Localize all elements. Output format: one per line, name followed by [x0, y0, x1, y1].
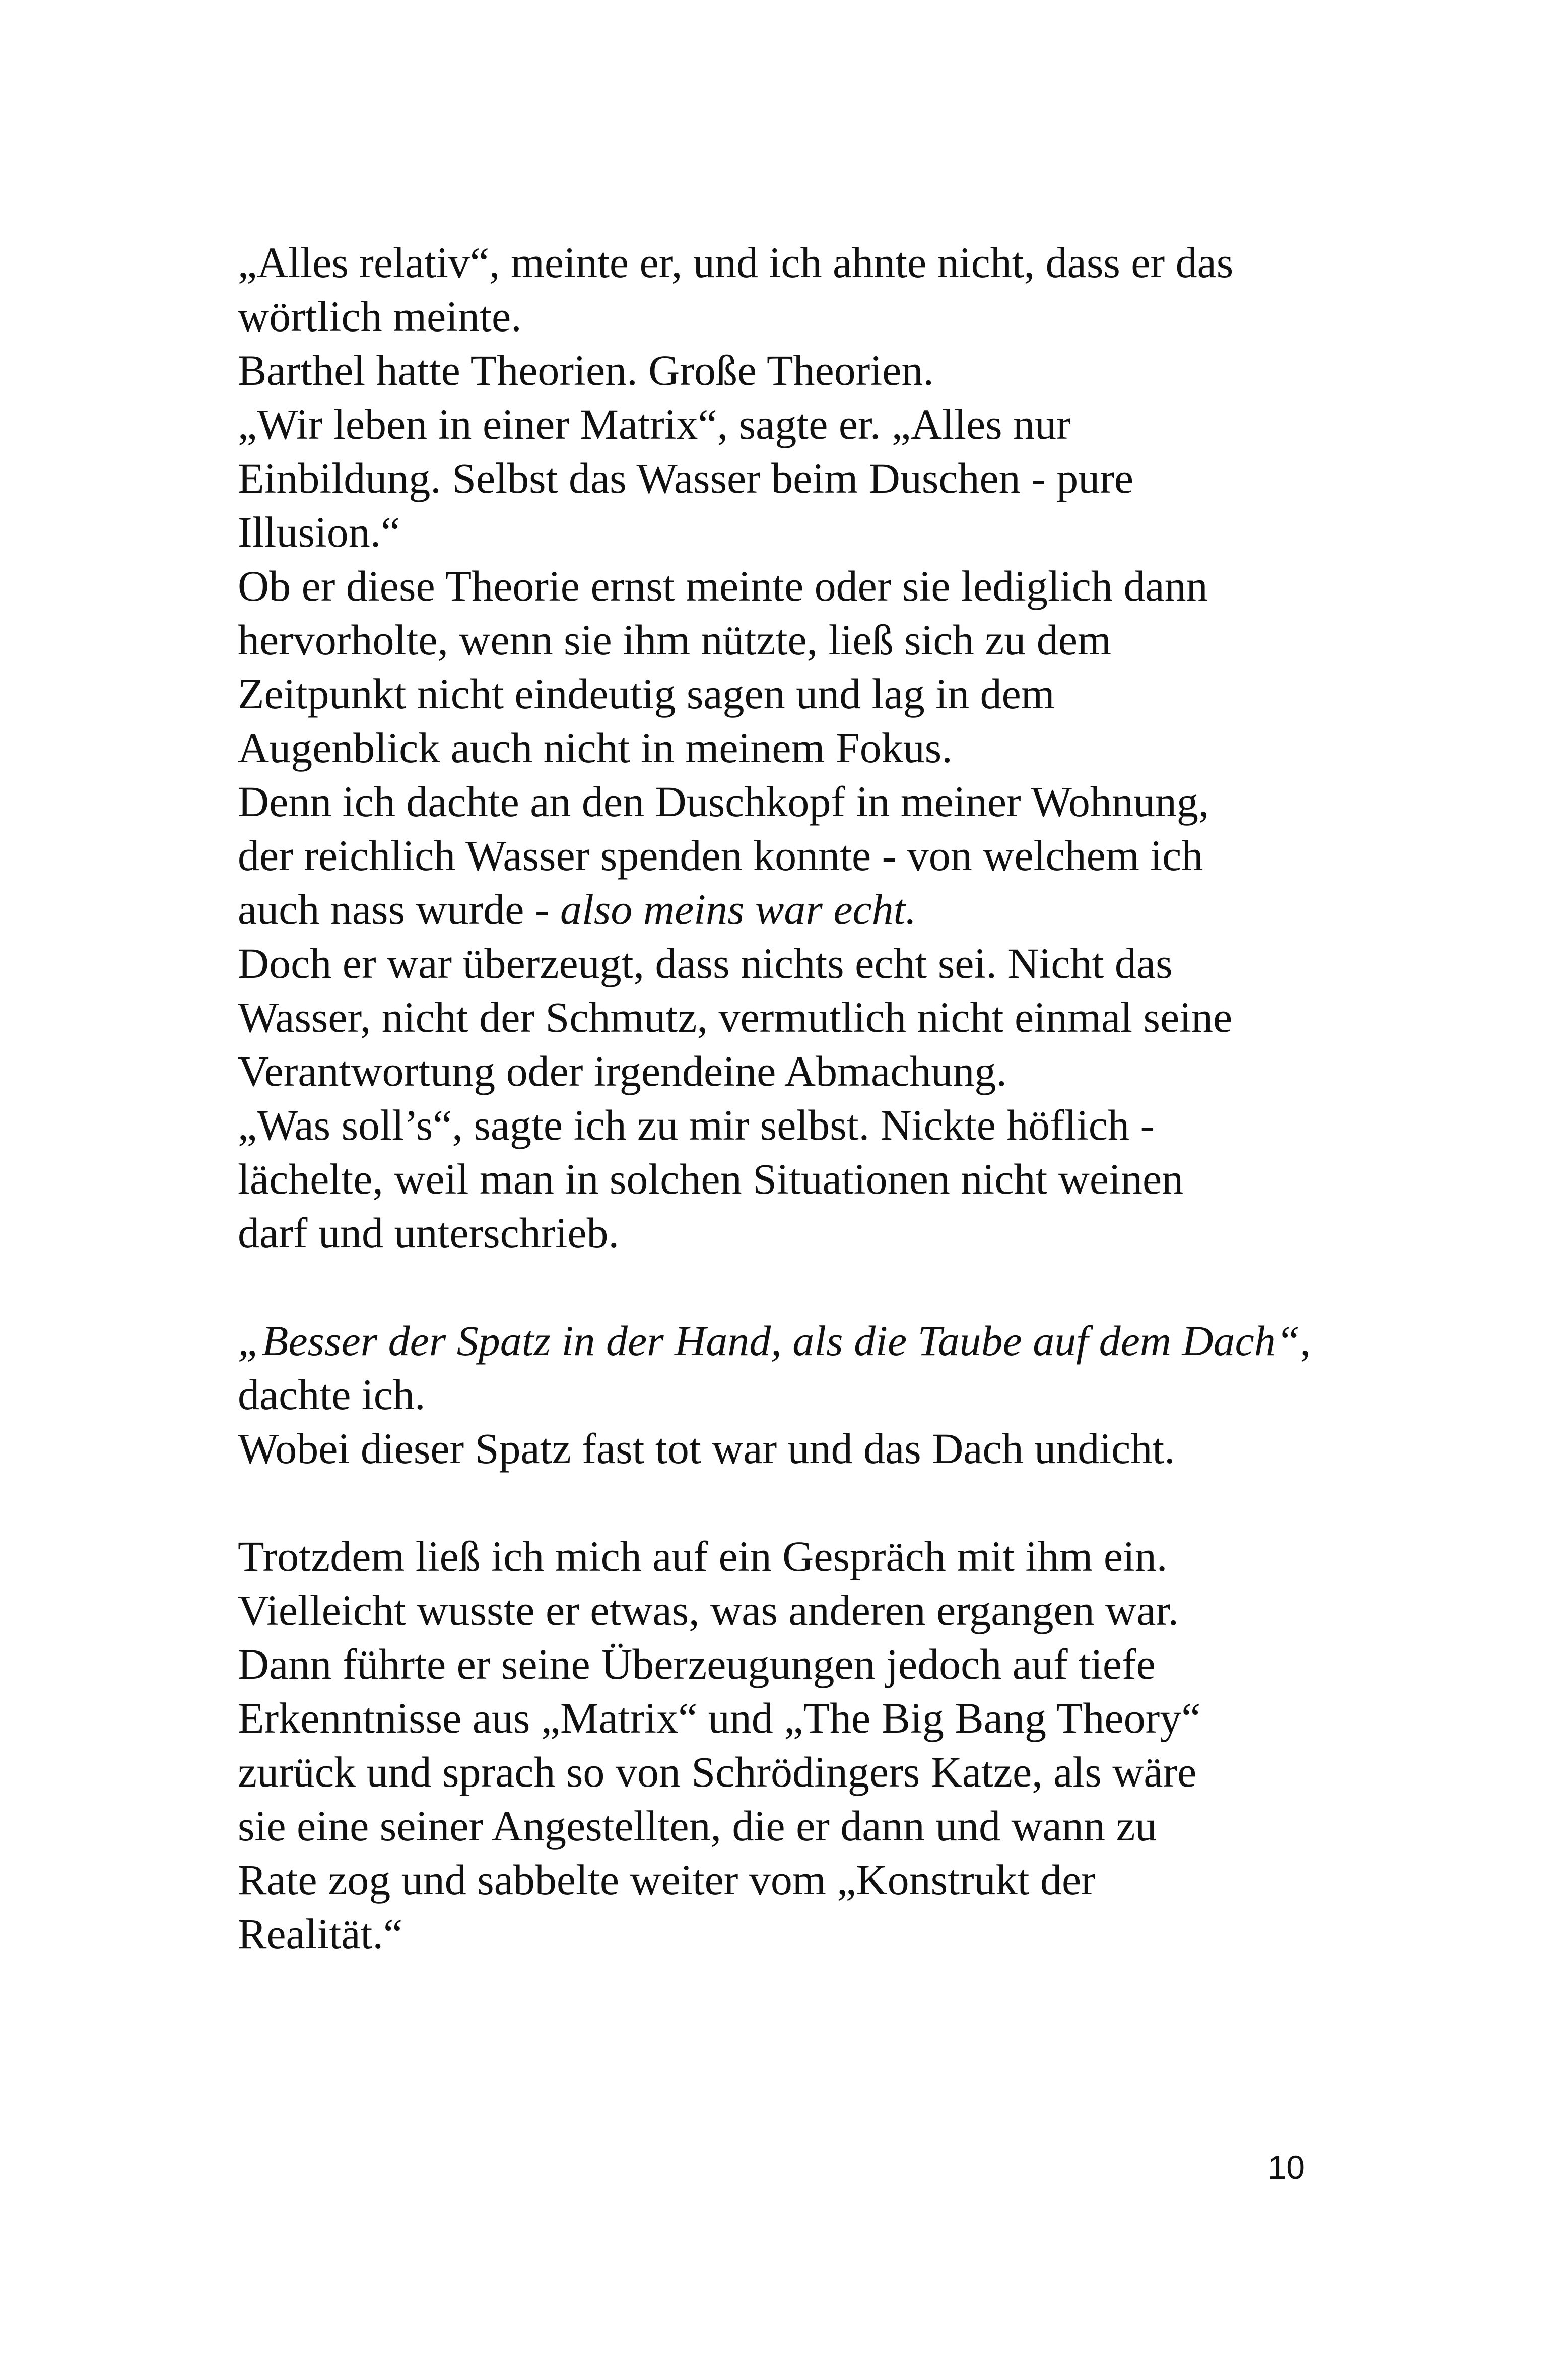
- page-number: 10: [1267, 2149, 1305, 2186]
- text-line: Erkenntnisse aus „Matrix“ und „The Big Bang Theory“: [238, 1694, 1201, 1742]
- text-line: Doch er war überzeugt, dass nichts echt sei. Nicht das: [238, 939, 1173, 987]
- text-line: dachte ich.: [238, 1370, 426, 1419]
- text-line-mixed: [238, 883, 1316, 937]
- text-line: der reichlich Wasser spenden konnte - von welchem ich: [238, 831, 1203, 880]
- text-line: „Was soll’s“, sagte ich zu mir selbst. Nickte höflich -: [238, 1101, 1155, 1149]
- text-line-mixed: [238, 1314, 1316, 1368]
- text-line: Ob er diese Theorie ernst meinte oder sie lediglich dann: [238, 562, 1208, 610]
- text-line: Vielleicht wusste er etwas, was anderen ergangen war.: [238, 1586, 1179, 1634]
- text-run: auch nass wurde -: [238, 885, 550, 934]
- text-line: zurück und sprach so von Schrödingers Katze, als wäre: [238, 1748, 1197, 1796]
- text-line: Barthel hatte Theorien. Große Theorien.: [238, 346, 934, 394]
- text-line: Wobei dieser Spatz fast tot war und das Dach undicht.: [238, 1424, 1175, 1473]
- text-line: Wasser, nicht der Schmutz, vermutlich nicht einmal seine: [238, 993, 1233, 1041]
- text-line: Illusion.“: [238, 508, 400, 556]
- text-line: Zeitpunkt nicht eindeutig sagen und lag in dem: [238, 670, 1055, 718]
- paragraph-gap: [238, 1260, 1316, 1314]
- text-line: „Alles relativ“, meinte er, und ich ahnte nicht, dass er das: [238, 238, 1234, 287]
- text-line: Denn ich dachte an den Duschkopf in meiner Wohnung,: [238, 777, 1209, 826]
- text-line: hervorholte, wenn sie ihm nützte, ließ sich zu dem: [238, 616, 1111, 664]
- text-line: Einbildung. Selbst das Wasser beim Duschen - pure: [238, 454, 1134, 502]
- text-line: Dann führte er seine Überzeugungen jedoch auf tiefe: [238, 1640, 1156, 1688]
- italic-proverb: „Besser der Spatz in der Hand, als die Taube auf dem Dach“: [238, 1316, 1300, 1365]
- italic-thought: also meins war echt.: [560, 885, 917, 934]
- text-line: lächelte, weil man in solchen Situationen nicht weinen: [238, 1155, 1184, 1203]
- text-run: ,: [1300, 1316, 1311, 1365]
- text-line: darf und unterschrieb.: [238, 1209, 619, 1257]
- body-text: [238, 236, 1316, 1961]
- text-line: sie eine seiner Angestellten, die er dann und wann zu: [238, 1802, 1157, 1850]
- text-line: Trotzdem ließ ich mich auf ein Gespräch mit ihm ein.: [238, 1532, 1168, 1580]
- text-line: Rate zog und sabbelte weiter vom „Konstrukt der: [238, 1856, 1096, 1904]
- text-line: „Wir leben in einer Matrix“, sagte er. „Alles nur: [238, 400, 1071, 448]
- text-line: Verantwortung oder irgendeine Abmachung.: [238, 1047, 1007, 1095]
- text-line: Realität.“: [238, 1909, 403, 1958]
- text-line: Augenblick auch nicht in meinem Fokus.: [238, 723, 953, 772]
- paragraph-gap: [238, 1476, 1316, 1530]
- text-line: wörtlich meinte.: [238, 292, 522, 341]
